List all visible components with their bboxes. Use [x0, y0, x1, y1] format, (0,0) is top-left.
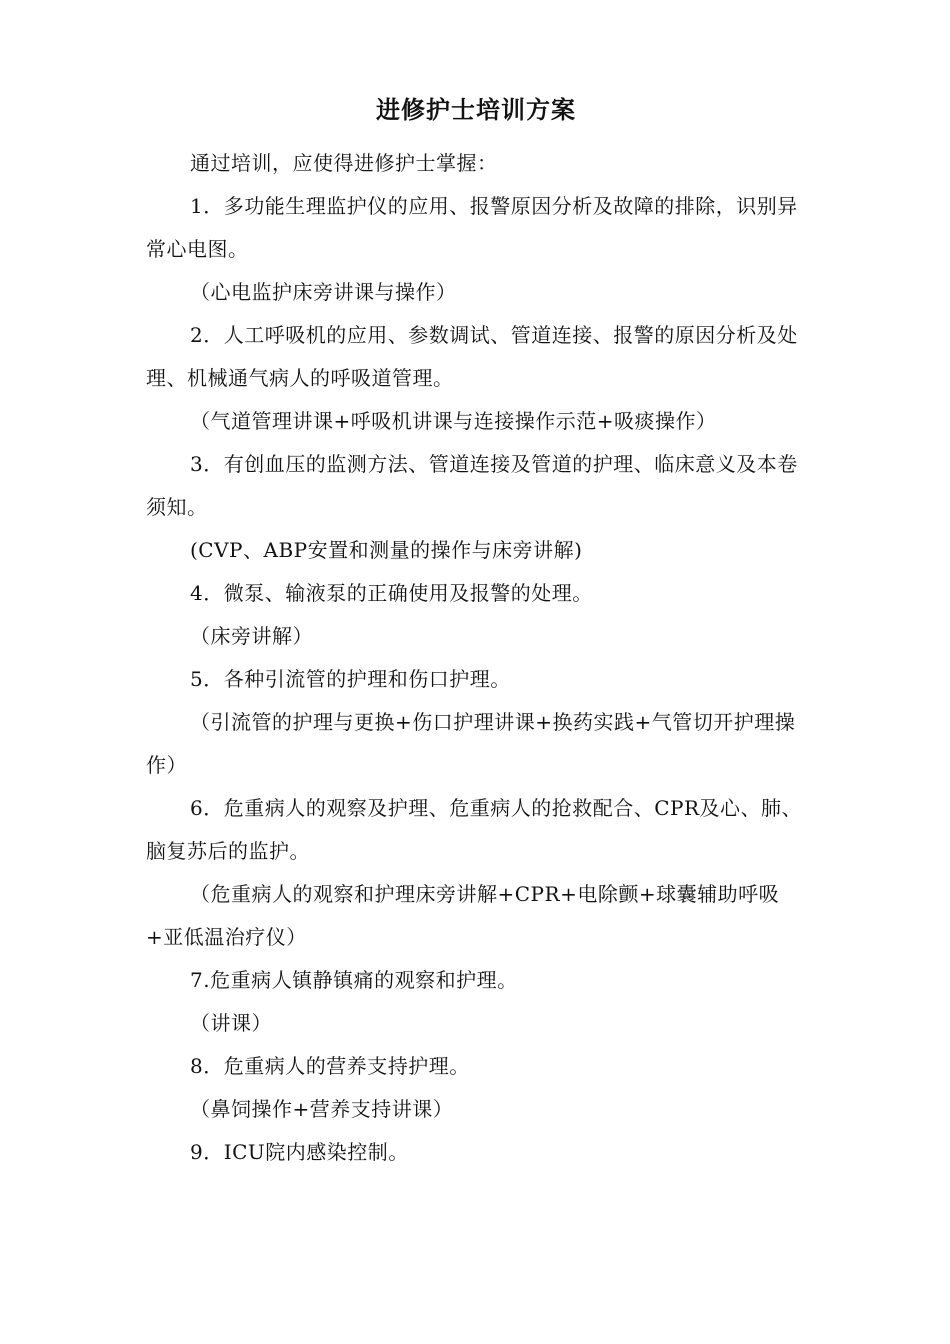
intro-paragraph: 通过培训，应使得进修护士掌握：	[190, 151, 498, 175]
document-content	[146, 88, 806, 1174]
item-7-text: 7.危重病人镇静镇痛的观察和护理。	[190, 968, 518, 992]
item-3-note: (CVP、ABP安置和测量的操作与床旁讲解)	[190, 538, 583, 562]
item-6-text: 6．危重病人的观察及护理、危重病人的抢救配合、CPR及心、肺、脑复苏后的监护。	[146, 796, 803, 863]
item-1-text: 1．多功能生理监护仪的应用、报警原因分析及故障的排除，识别异常心电图。	[146, 194, 798, 261]
item-8-text: 8．危重病人的营养支持护理。	[190, 1054, 470, 1078]
item-6-note: （危重病人的观察和护理床旁讲解+CPR+电除颤+球囊辅助呼吸+亚低温治疗仪）	[146, 882, 780, 949]
item-5-note: （引流管的护理与更换+伤口护理讲课+换药实践+气管切开护理操作）	[146, 710, 796, 777]
item-7-note: （讲课）	[190, 1011, 272, 1035]
item-5-text: 5．各种引流管的护理和伤口护理。	[190, 667, 511, 691]
document-title: 进修护士培训方案	[376, 95, 576, 124]
item-4-text: 4．微泵、输液泵的正确使用及报警的处理。	[190, 581, 593, 605]
item-2-note: （气道管理讲课+呼吸机讲课与连接操作示范+吸痰操作）	[190, 409, 717, 433]
item-1-note: （心电监护床旁讲课与操作）	[190, 280, 457, 304]
item-2-text: 2．人工呼吸机的应用、参数调试、管道连接、报警的原因分析及处理、机械通气病人的呼吸道管理。	[146, 323, 798, 390]
item-3-text: 3．有创血压的监测方法、管道连接及管道的护理、临床意义及本卷须知。	[146, 452, 798, 519]
item-9-text: 9．ICU院内感染控制。	[190, 1140, 409, 1164]
item-4-note: （床旁讲解）	[190, 624, 313, 648]
item-8-note: （鼻饲操作+营养支持讲课）	[190, 1097, 454, 1121]
